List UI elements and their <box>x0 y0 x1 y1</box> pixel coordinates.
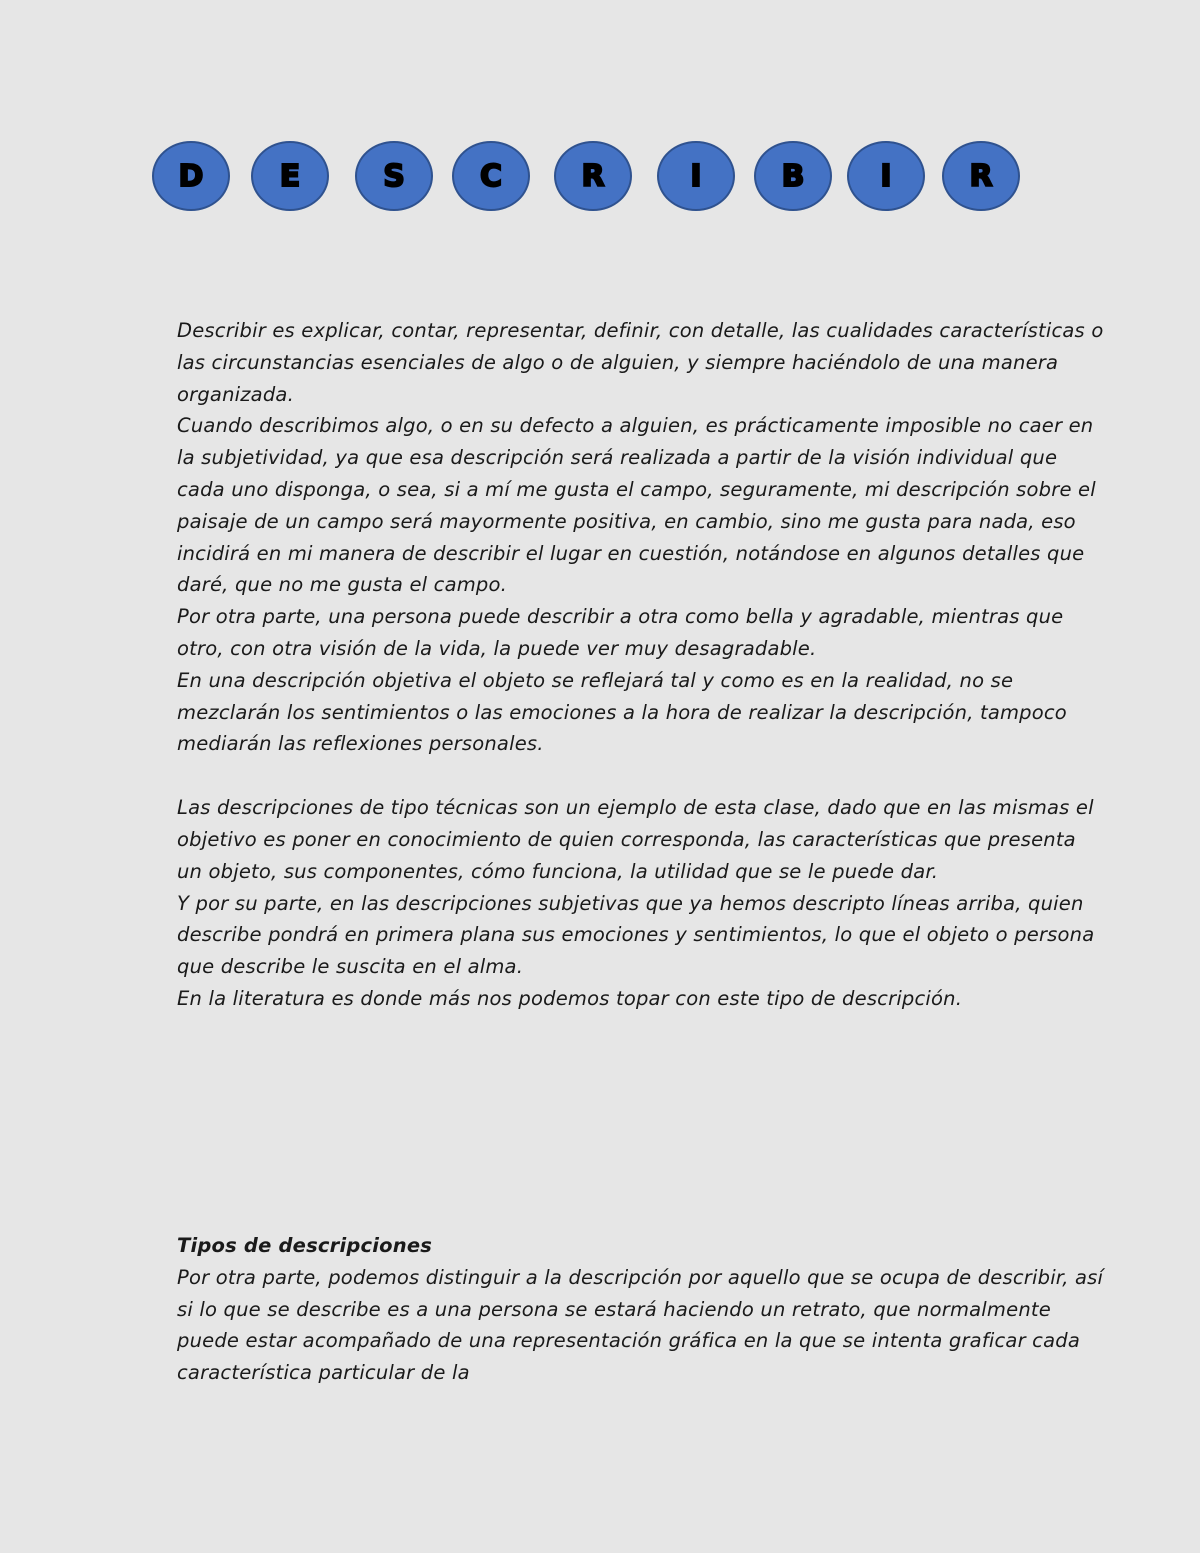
title-letter: R <box>581 158 605 194</box>
paragraph: Cuando describimos algo, o en su defecto a alguien, es prácticamente imposible no caer en la subjetividad, ya que esa descripción será realizada a partir de la visión individual que cada uno disponga, o sea, si a mí me gusta el campo, seguramente, mi descripción sobre el paisaje de un campo será mayormente positiva, en cambio, sino me gusta para nada, eso incidirá en mi manera de describir el lugar en cuestión, notándose en algunos detalles que daré, que no me gusta el campo. <box>177 414 1096 597</box>
title-letter-bubble <box>452 141 530 211</box>
title-letter-bubble <box>942 141 1020 211</box>
title-letter-bubble <box>554 141 632 211</box>
title-letter-bubble <box>152 141 230 211</box>
title-letter: I <box>880 158 892 194</box>
paragraph: Las descripciones de tipo técnicas son un ejemplo de esta clase, dado que en las mismas el objetivo es poner en conocimiento de quien corresponda, las características que presenta un objeto, sus componentes, cómo funciona, la utilidad que se le puede dar. <box>177 796 1094 883</box>
title-letter-bubble <box>754 141 832 211</box>
document-body <box>177 315 1107 1015</box>
types-section <box>177 1230 1107 1389</box>
section-heading: Tipos de descripciones <box>177 1234 433 1257</box>
title-letter: I <box>690 158 702 194</box>
title-bubbles <box>0 141 1200 211</box>
title-letter: C <box>479 158 503 194</box>
paragraph: Y por su parte, en las descripciones subjetivas que ya hemos descripto líneas arriba, quien describe pondrá en primera plana sus emociones y sentimientos, lo que el objeto o persona que describe le suscita en el alma. <box>177 891 1095 979</box>
title-letter-bubble <box>355 141 433 211</box>
title-letter: S <box>383 158 405 194</box>
paragraph: Describir es explicar, contar, representar, definir, con detalle, las cualidades características o las circunstancias esenciales de algo o de alguien, y siempre haciéndolo de una manera organizada. <box>177 319 1104 406</box>
spacer <box>177 760 1107 792</box>
title-letter-bubble <box>251 141 329 211</box>
paragraph: En la literatura es donde más nos podemos topar con este tipo de descripción. <box>177 986 963 1010</box>
title-letter: E <box>279 158 301 194</box>
title-letter: R <box>969 158 993 194</box>
paragraph: Por otra parte, una persona puede describir a otra como bella y agradable, mientras que otro, con otra visión de la vida, la puede ver muy desagradable. <box>177 605 1064 660</box>
title-letter: B <box>781 158 805 194</box>
paragraph: En una descripción objetiva el objeto se reflejará tal y como es en la realidad, no se mezclarán los sentimientos o las emociones a la hora de realizar la descripción, tampoco mediarán las reflexiones personales. <box>177 668 1067 756</box>
title-letter: D <box>178 158 204 194</box>
title-letter-bubble <box>847 141 925 211</box>
title-letter-bubble <box>657 141 735 211</box>
paragraph: Por otra parte, podemos distinguir a la descripción por aquello que se ocupa de describir, así si lo que se describe es a una persona se estará haciendo un retrato, que normalmente puede estar acompañado de una representación gráfica en la que se intenta graficar cada característica particular de la <box>177 1265 1104 1385</box>
